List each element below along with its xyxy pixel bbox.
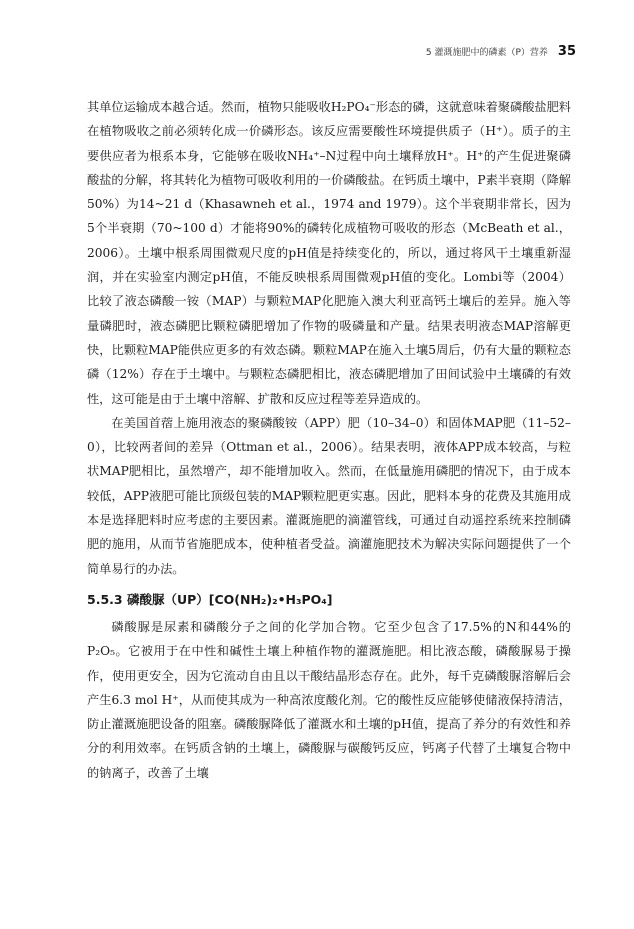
- body-paragraph-2: 在美国首蓿上施用液态的聚磷酸铵（APP）肥（10–34–0）和固体MAP肥（11–52–0），比较两者间的差异（Ottman et al.，2006）。结果表明，液体APP成本较高，与粒状MAP肥相比，虽然增产，却不能增加收入。然而，在低量施用磷肥的情况下，由于成本较低，APP液肥可能比顶级包装的MAP颗粒肥更实惠。因此，肥料本身的花费及其施用成本是选择肥料时应考虑的主要因素。灌溉施肥的滴灌管线，可通过自动遥控系统来控制磷肥的施用，从而节省施肥成本，使种植者受益。滴灌施肥技术为解决实际问题提供了一个简单易行的办法。: [87, 415, 571, 576]
- running-header: [426, 44, 576, 59]
- page-body: [87, 95, 571, 785]
- page-number: 35: [557, 44, 576, 59]
- running-title: 5 灌溉施肥中的磷素（P）营养: [425, 48, 548, 58]
- body-paragraph-1: 其单位运输成本越合适。然而，植物只能吸收H₂PO₄⁻形态的磷，这就意味着聚磷酸盐肥料在植物吸收之前必须转化成一价磷形态。该反应需要酸性环境提供质子（H⁺）。质子的主要供应者为根系本身，它能够在吸收NH₄⁺–N过程中向土壤释放H⁺。H⁺的产生促进聚磷酸盐的分解，将其转化为植物可吸收利用的一价磷酸盐。在钙质土壤中，P素半衰期（降解50%）为14~21 d（Khasawneh et al.，1974 and 1979）。这个半衰期非常长，因为5个半衰期（70~100 d）才能将90%的磷转化成植物可吸收的形态（McBeath et al.，2006）。土壤中根系周围微观尺度的pH值是持续变化的，所以，通过将风干土壤重新湿润，并在实验室内测定pH值，不能反映根系周围微观pH值的变化。Lombi等（2004）比较了液态磷酸一铵（MAP）与颗粒MAP化肥施入澳大利亚高钙土壤后的差异。施入等量磷肥时，液态磷肥比颗粒磷肥增加了作物的吸磷量和产量。结果表明液态MAP溶解更快，比颗粒MAP能供应更多的有效态磷。颗粒MAP在施入土壤5周后，仍有大量的颗粒态磷（12%）存在于土壤中。与颗粒态磷肥相比，液态磷肥增加了田间试验中土壤磷的有效性，这可能是由于土壤中溶解、扩散和反应过程等差异造成的。: [87, 100, 571, 406]
- body-paragraph-3: 磷酸脲是尿素和磷酸分子之间的化学加合物。它至少包含了17.5%的N和44%的P₂O₅。它被用于在中性和碱性土壤上种植作物的灌溉施肥。相比液态酸，磷酸脲易于操作，使用更安全，因为它流动自由且以干酸结晶形态存在。此外，每千克磷酸脲溶解后会产生6.3 mol H⁺，从而使其成为一种高浓度酸化剂。它的酸性反应能够使储液保持清洁，防止灌溉施肥设备的阻塞。磷酸脲降低了灌溉水和土壤的pH值，提高了养分的有效性和养分的利用效率。在钙质含钠的土壤上，磷酸脲与碳酸钙反应，钙离子代替了土壤复合物中的钠离子，改善了土壤: [87, 619, 571, 780]
- section-heading-5-5-3: 5.5.3 磷酸脲（UP）[CO(NH₂)₂•H₃PO₄]: [87, 591, 333, 607]
